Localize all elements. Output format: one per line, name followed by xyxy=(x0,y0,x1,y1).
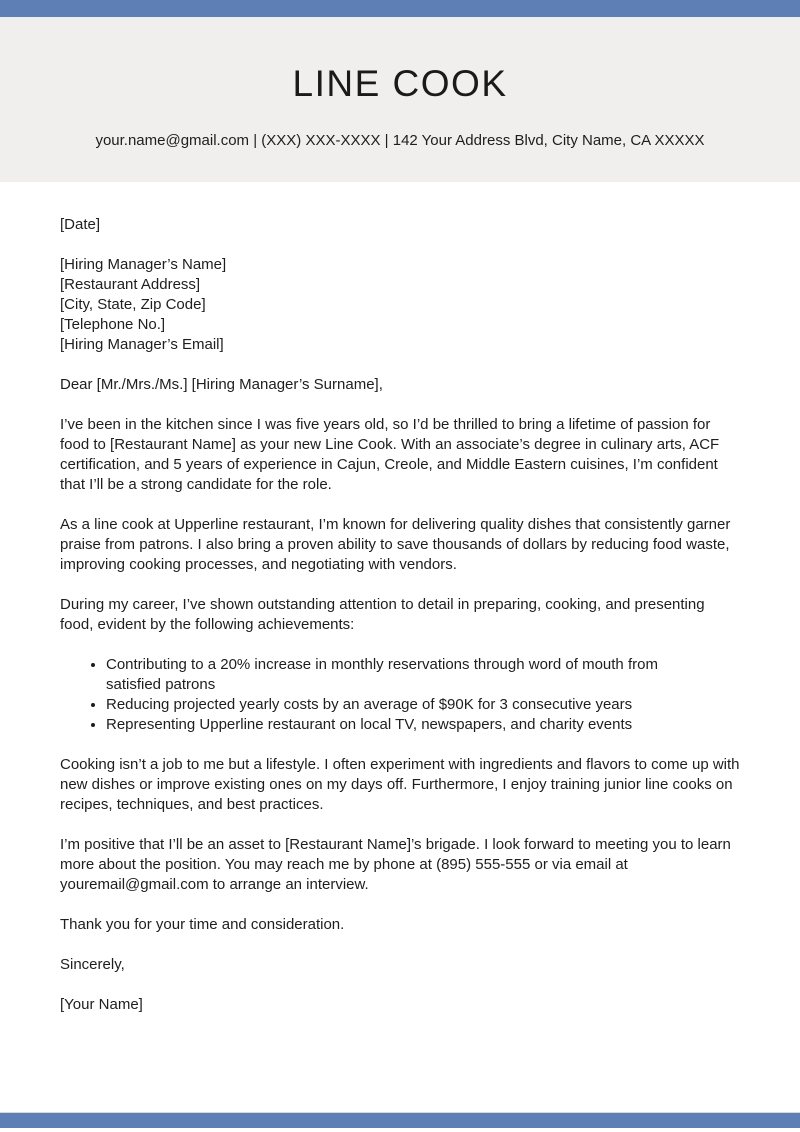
recipient-line-email: [Hiring Manager’s Email] xyxy=(60,336,224,353)
achievements-list xyxy=(60,655,740,735)
date-line: [Date] xyxy=(60,216,101,233)
paragraph-call-to-action: I’m positive that I’ll be an asset to [Restaurant Name]’s brigade. I look forward to meeting you to learn more about the position. You may reach me by phone at (895) 555-555 or via email at youremail@gmail.com to arrange an interview. xyxy=(60,836,731,893)
recipient-block xyxy=(60,255,740,355)
paragraph-intro: I’ve been in the kitchen since I was five years old, so I’d be thrilled to bring a lifetime of passion for food to [Restaurant Name] as your new Line Cook. With an associate’s degree in culinary arts, ACF certification, and 5 years of experience in Cajun, Creole, and Middle Eastern cuisines, I’m confident that I’ll be a strong candidate for the role. xyxy=(60,416,720,493)
top-accent-bar xyxy=(0,0,800,17)
letter-body xyxy=(0,182,800,1132)
page-title: LINE COOK xyxy=(292,63,508,104)
bottom-accent-bar xyxy=(0,1112,800,1128)
salutation: Dear [Mr./Mrs./Ms.] [Hiring Manager’s Surname], xyxy=(60,376,383,393)
paragraph-lifestyle: Cooking isn’t a job to me but a lifestyle. I often experiment with ingredients and flavors to come up with new dishes or improve existing ones on my days off. Furthermore, I enjoy training junior line cooks on recipes, techniques, and best practices. xyxy=(60,756,740,813)
achievement-item: • Contributing to a 20% increase in monthly reservations through word of mouth from satisfied patrons xyxy=(106,655,706,695)
recipient-line-name: [Hiring Manager’s Name] xyxy=(60,256,227,273)
letter-header xyxy=(0,17,800,182)
thanks-line: Thank you for your time and consideration. xyxy=(60,916,345,933)
contact-info-line: your.name@gmail.com | (XXX) XXX-XXXX | 142 Your Address Blvd, City Name, CA XXXXX xyxy=(95,132,705,149)
paragraph-achievements-intro: During my career, I’ve shown outstanding attention to detail in preparing, cooking, and presenting food, evident by the following achievements: xyxy=(60,596,705,633)
achievement-item: • Representing Upperline restaurant on local TV, newspapers, and charity events xyxy=(106,715,706,735)
valediction: Sincerely, xyxy=(60,956,125,973)
recipient-line-address: [Restaurant Address] xyxy=(60,276,201,293)
recipient-line-city: [City, State, Zip Code] xyxy=(60,296,206,313)
recipient-line-telephone: [Telephone No.] xyxy=(60,316,166,333)
signature-name: [Your Name] xyxy=(60,996,143,1013)
paragraph-experience: As a line cook at Upperline restaurant, I’m known for delivering quality dishes that consistently garner praise from patrons. I also bring a proven ability to save thousands of dollars by reducing food waste, improving cooking processes, and negotiating with vendors. xyxy=(60,516,731,573)
achievement-item: • Reducing projected yearly costs by an average of $90K for 3 consecutive years xyxy=(106,695,706,715)
